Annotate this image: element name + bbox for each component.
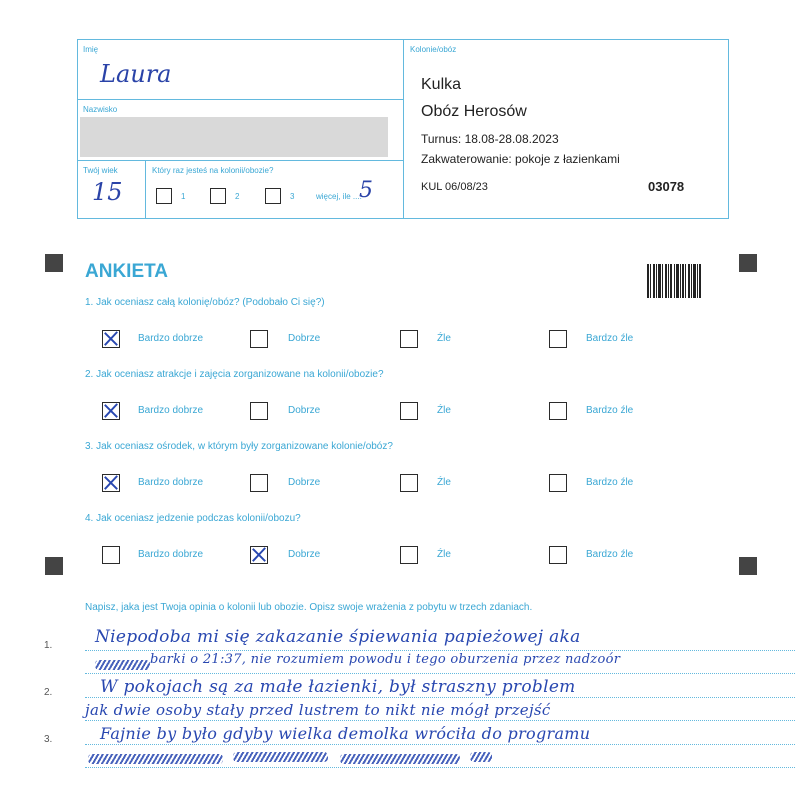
question-3-option-4-label: Bardzo źle — [586, 477, 634, 488]
question-3-option-1-label: Bardzo dobrze — [138, 477, 204, 488]
opinion-line-3[interactable]: W pokojach są za małe łazienki, był straszny problem — [100, 677, 576, 697]
wiecej-label: więcej, ile .... — [316, 192, 362, 201]
registration-marker-tl — [45, 254, 63, 272]
imie-value[interactable]: Laura — [100, 60, 172, 88]
strikethrough-scribble — [88, 754, 223, 764]
writing-line — [85, 767, 795, 768]
question-2-text: 2. Jak oceniasz atrakcje i zajęcia zorganizowane na kolonii/obozie? — [85, 369, 384, 380]
question-3-option-3-label: Źle — [437, 477, 451, 488]
question-3-option-2-checkbox[interactable] — [250, 474, 268, 492]
opinion-line-5[interactable]: Fajnie by było gdyby wielka demolka wróciła do programu — [100, 724, 591, 743]
check-x-mark-icon — [251, 547, 267, 563]
ktory-raz-option-3: 3 — [290, 192, 295, 201]
form-code: KUL 06/08/23 — [421, 181, 488, 193]
ktory-raz-option-1: 1 — [181, 192, 186, 201]
ktory-raz-option-2: 2 — [235, 192, 240, 201]
opinion-prompt: Napisz, jaka jest Twoja opinia o kolonii lub obozie. Opisz swoje wrażenia z pobytu w trzech zdaniach. — [85, 602, 533, 613]
strikethrough-scribble — [340, 754, 460, 764]
question-2-option-4-checkbox[interactable] — [549, 402, 567, 420]
question-3-option-1-checkbox[interactable] — [102, 474, 120, 492]
nazwisko-redaction — [80, 117, 388, 157]
question-2-option-2-label: Dobrze — [288, 405, 321, 416]
question-2-option-2-checkbox[interactable] — [250, 402, 268, 420]
strikethrough-scribble — [233, 752, 328, 762]
question-1-option-1-checkbox[interactable] — [102, 330, 120, 348]
question-4-option-3-label: Źle — [437, 549, 451, 560]
question-4-option-3-checkbox[interactable] — [400, 546, 418, 564]
kolonie-label: Kolonie/obóz — [410, 45, 457, 54]
opinion-line-1[interactable]: Niepodoba mi się zakazanie śpiewania papieżowej aka — [95, 627, 581, 647]
question-1-text: 1. Jak oceniasz całą kolonię/obóz? (Podobało Ci się?) — [85, 297, 325, 308]
wiek-label: Twój wiek — [83, 166, 118, 175]
question-1-option-1-label: Bardzo dobrze — [138, 333, 204, 344]
question-1-option-4-checkbox[interactable] — [549, 330, 567, 348]
turnus: Turnus: 18.08-28.08.2023 — [421, 132, 559, 146]
writing-line — [85, 720, 795, 721]
writing-line — [85, 744, 795, 745]
wiecej-value[interactable]: 5 — [359, 178, 373, 203]
strikethrough-scribble — [470, 752, 492, 762]
question-4-option-1-label: Bardzo dobrze — [138, 549, 204, 560]
question-1-option-3-label: Źle — [437, 333, 451, 344]
header-divider-1 — [77, 99, 404, 100]
header-divider-3 — [145, 160, 146, 219]
question-2-option-3-label: Źle — [437, 405, 451, 416]
question-2-option-3-checkbox[interactable] — [400, 402, 418, 420]
registration-marker-br — [739, 557, 757, 575]
line-number-1: 1. — [44, 640, 53, 651]
question-4-option-1-checkbox[interactable] — [102, 546, 120, 564]
writing-line — [85, 697, 795, 698]
opinion-line-4[interactable]: jak dwie osoby stały przed lustrem to nikt nie mógł przejść — [85, 701, 551, 719]
question-3-option-2-label: Dobrze — [288, 477, 321, 488]
check-x-mark-icon — [103, 475, 119, 491]
question-1-option-2-checkbox[interactable] — [250, 330, 268, 348]
survey-title: ANKIETA — [85, 261, 169, 282]
form-number: 03078 — [648, 179, 685, 194]
question-2-option-4-label: Bardzo źle — [586, 405, 634, 416]
ktory-raz-checkbox-2[interactable] — [210, 188, 226, 204]
writing-line — [85, 650, 795, 651]
header-divider-vertical — [403, 39, 404, 219]
registration-marker-bl — [45, 557, 63, 575]
question-1-option-2-label: Dobrze — [288, 333, 321, 344]
question-4-option-2-label: Dobrze — [288, 549, 321, 560]
writing-line — [85, 673, 795, 674]
line-number-3: 3. — [44, 734, 53, 745]
question-2-option-1-checkbox[interactable] — [102, 402, 120, 420]
header-divider-2 — [77, 160, 404, 161]
wiek-value[interactable]: 15 — [92, 178, 123, 206]
zakwaterowanie: Zakwaterowanie: pokoje z łazienkami — [421, 152, 620, 166]
line-number-2: 2. — [44, 687, 53, 698]
camp-subtitle: Obóz Herosów — [421, 103, 527, 120]
registration-marker-tr — [739, 254, 757, 272]
check-x-mark-icon — [103, 403, 119, 419]
question-4-text: 4. Jak oceniasz jedzenie podczas kolonii/obozu? — [85, 513, 301, 524]
ktory-raz-checkbox-1[interactable] — [156, 188, 172, 204]
opinion-line-2[interactable]: barki o 21:37, nie rozumiem powodu i tego oburzenia przez nadzoór — [150, 652, 621, 667]
question-4-option-2-checkbox[interactable] — [250, 546, 268, 564]
question-3-text: 3. Jak oceniasz ośrodek, w którym były zorganizowane kolonie/obóz? — [85, 441, 393, 452]
question-4-option-4-label: Bardzo źle — [586, 549, 634, 560]
ktory-raz-label: Który raz jesteś na kolonii/obozie? — [152, 166, 274, 175]
question-2-option-1-label: Bardzo dobrze — [138, 405, 204, 416]
nazwisko-label: Nazwisko — [83, 105, 118, 114]
question-3-option-3-checkbox[interactable] — [400, 474, 418, 492]
question-1-option-4-label: Bardzo źle — [586, 333, 634, 344]
camp-name: Kulka — [421, 76, 462, 93]
strikethrough-scribble — [95, 660, 150, 670]
question-1-option-3-checkbox[interactable] — [400, 330, 418, 348]
ktory-raz-checkbox-3[interactable] — [265, 188, 281, 204]
barcode — [647, 264, 703, 298]
question-4-option-4-checkbox[interactable] — [549, 546, 567, 564]
check-x-mark-icon — [103, 331, 119, 347]
imie-label: Imię — [83, 45, 99, 54]
question-3-option-4-checkbox[interactable] — [549, 474, 567, 492]
